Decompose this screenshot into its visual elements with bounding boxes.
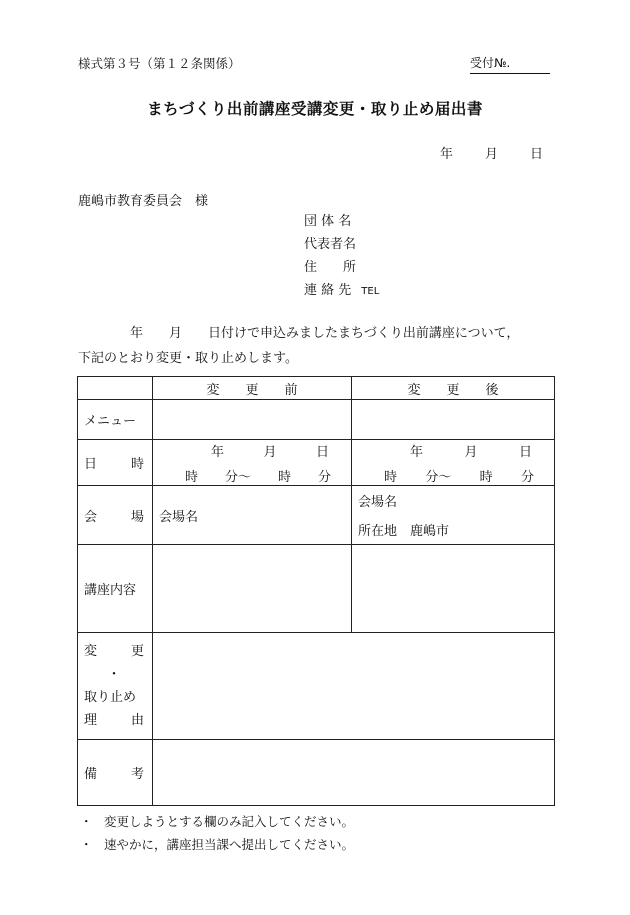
- after-day-unit: 日: [518, 444, 532, 460]
- address-label: 住 所: [304, 260, 357, 275]
- note-text-2: 速やかに，講座担当課へ提出してください。: [104, 837, 355, 852]
- reason-char-2: 更: [130, 644, 144, 659]
- form-number: 様式第３号（第１２条関係）: [78, 56, 241, 71]
- content-after-field[interactable]: [352, 545, 555, 633]
- before-year-unit: 年: [211, 444, 225, 460]
- row-label-reason: [78, 633, 153, 740]
- row-label-remarks: [78, 740, 153, 806]
- reason-separator: ・: [107, 667, 121, 682]
- after-minute-start-unit: 分～: [425, 469, 452, 485]
- reason-char-3: 理: [84, 713, 98, 728]
- venue-before-field[interactable]: [153, 486, 352, 545]
- after-year-unit: 年: [410, 444, 424, 460]
- after-month-unit: 月: [464, 444, 478, 460]
- row-label-menu: メニュー: [78, 400, 153, 440]
- before-day-unit: 日: [315, 444, 329, 460]
- note-item-1: [80, 812, 354, 830]
- note-bullet-1: ・: [80, 814, 93, 829]
- receipt-number-field[interactable]: 受付№.: [470, 54, 550, 74]
- before-month-unit: 月: [263, 444, 277, 460]
- before-minute-start-unit: 分～: [224, 469, 251, 485]
- header-before: 変 更 前: [153, 377, 352, 400]
- after-hour-end-unit: 時: [479, 469, 493, 485]
- date-year-label: 年: [439, 147, 453, 162]
- remarks-char-1: 備: [84, 767, 98, 782]
- addressee: 鹿嶋市教育委員会 様: [78, 194, 209, 209]
- note-text-1: 変更しようとする欄のみ記入してください。: [104, 814, 355, 829]
- remarks-field[interactable]: [153, 740, 555, 806]
- after-minute-end-unit: 分: [520, 469, 534, 485]
- tel-label: TEL: [361, 286, 380, 297]
- contact-label: [304, 279, 379, 298]
- venue-before-name-label: 会場名: [159, 509, 199, 525]
- venue-char-2: 場: [130, 509, 144, 525]
- note-bullet-2: ・: [80, 837, 93, 852]
- header-blank-cell: [78, 377, 153, 400]
- note-item-2: [80, 835, 354, 853]
- after-hour-start-unit: 時: [384, 469, 398, 485]
- remarks-char-2: 考: [130, 767, 144, 782]
- venue-char-1: 会: [84, 509, 98, 525]
- reason-char-4: 由: [130, 713, 144, 728]
- menu-before-field[interactable]: [153, 400, 352, 440]
- venue-after-field[interactable]: [352, 486, 555, 545]
- change-table: [77, 376, 555, 806]
- datetime-char-1: 日: [84, 457, 98, 472]
- before-hour-end-unit: 時: [277, 469, 291, 485]
- contact-text: 連 絡 先: [304, 283, 352, 298]
- reason-field[interactable]: [153, 633, 555, 740]
- body-text-line-1: 年 月 日付けで申込みましたまちづくり出前講座について，: [78, 326, 520, 341]
- date-month-label: 月: [484, 147, 498, 162]
- date-day-label: 日: [529, 147, 543, 162]
- body-text-line-2: 下記のとおり変更・取り止めします。: [78, 351, 298, 366]
- before-minute-end-unit: 分: [317, 469, 331, 485]
- venue-after-location-label: 所在地 鹿嶋市: [358, 524, 450, 539]
- content-before-field[interactable]: [153, 545, 352, 633]
- venue-after-name-label: 会場名: [358, 495, 398, 510]
- form-title: まちづくり出前講座受講変更・取り止め届出書: [147, 100, 483, 118]
- group-name-label: 団 体 名: [304, 214, 352, 229]
- reason-char-1: 変: [84, 644, 98, 659]
- representative-label: 代表者名: [304, 237, 357, 252]
- datetime-before-field[interactable]: [153, 440, 352, 486]
- row-label-content: 講座内容: [78, 545, 153, 633]
- before-hour-start-unit: 時: [185, 469, 199, 485]
- row-label-venue: [78, 486, 153, 545]
- row-label-datetime: [78, 440, 153, 486]
- reason-cancel-label: 取り止め: [84, 690, 137, 705]
- header-after: 変 更 後: [352, 377, 555, 400]
- menu-after-field[interactable]: [352, 400, 555, 440]
- submission-date[interactable]: [408, 143, 543, 162]
- datetime-after-field[interactable]: [352, 440, 555, 486]
- datetime-char-2: 時: [130, 457, 144, 472]
